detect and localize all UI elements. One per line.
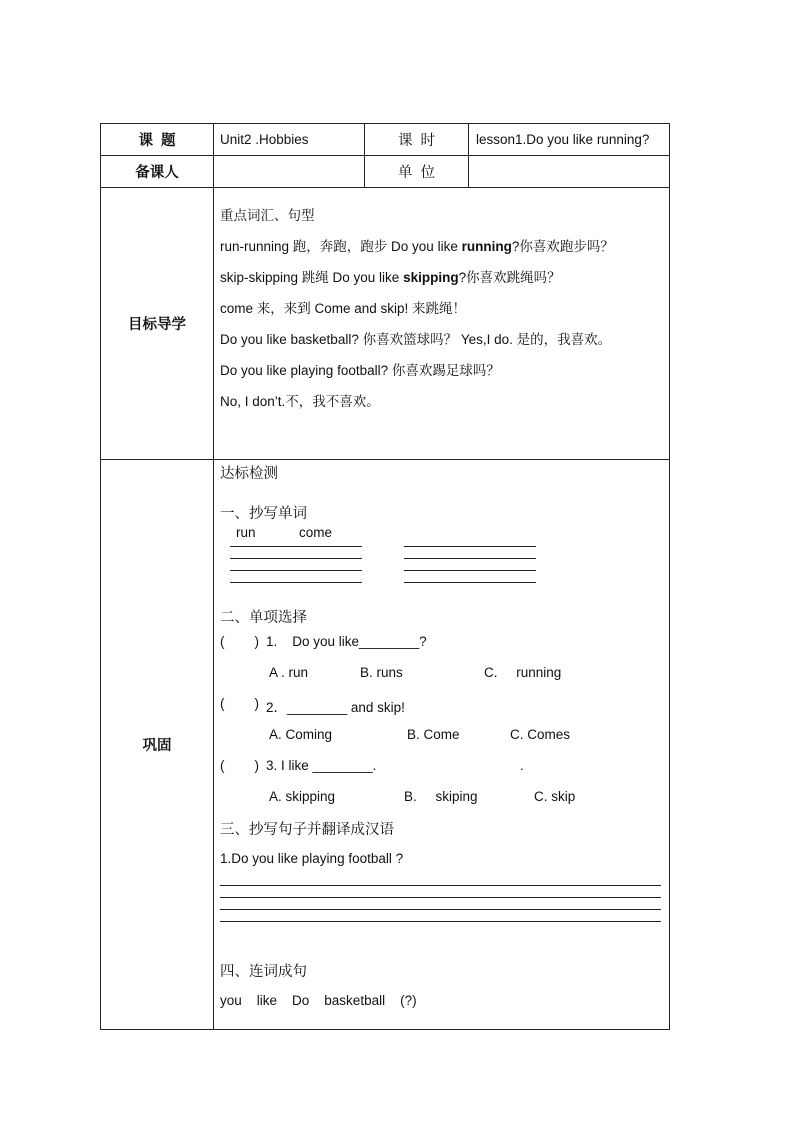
goals-content [214, 188, 670, 460]
goals-row [101, 188, 670, 460]
q3-option-c: C. skip [534, 789, 576, 804]
section2-heading: 二、单项选择 [220, 610, 307, 626]
lesson-plan-table [100, 123, 670, 1030]
goals-line-basketball: Do you like basketball? 你喜欢篮球吗？ Yes,I do. 是的，我喜欢。 [220, 332, 612, 347]
section4-words: you like Do basketball (?) [220, 993, 417, 1008]
preparer-value [214, 156, 365, 188]
section3-heading: 三、抄写句子并翻译成汉语 [220, 822, 394, 838]
writing-line [230, 558, 362, 559]
goals-line-football: Do you like playing football? 你喜欢踢足球吗？ [220, 363, 500, 378]
goals-line-running: run-running 跑，奔跑，跑步 Do you like running?你喜欢跑步吗？ [220, 239, 614, 254]
section1-heading: 一、抄写单词 [220, 506, 307, 522]
unit-label: 单 位 [365, 156, 469, 188]
copy-word-come: come [299, 525, 333, 540]
q1-option-b: B. runs [360, 665, 403, 680]
exercise-label: 巩固 [101, 460, 214, 1030]
goals-line-come: come 来，来到 Come and skip! 来跳绳！ [220, 301, 467, 316]
q3-option-b: B. skiping [404, 789, 478, 804]
period-value: lesson1.Do you like running? [469, 124, 670, 156]
copy-word-run: run [236, 525, 256, 540]
q2-option-c: C. Comes [510, 727, 571, 742]
q1-option-a: A . run [269, 665, 309, 680]
q3-text: 3. I like ________. [266, 758, 377, 773]
section4-heading: 四、连词成句 [220, 964, 307, 980]
unit-value [469, 156, 670, 188]
q3-answer-paren: ( ) [220, 758, 259, 773]
writing-line [220, 897, 661, 898]
writing-line [230, 582, 362, 583]
q2-text: 2．________ and skip! [266, 700, 405, 715]
q3-stray-dot: . [520, 758, 524, 773]
q1-text: 1. Do you like________? [266, 634, 427, 649]
writing-line [220, 921, 661, 922]
exercise-content [214, 460, 670, 1030]
q1-answer-paren: ( ) [220, 634, 259, 649]
exercise-title: 达标检测 [220, 466, 278, 482]
exercise-row [101, 460, 670, 1030]
q3-option-a: A. skipping [269, 789, 336, 804]
writing-line [230, 570, 362, 571]
goals-label: 目标导学 [101, 188, 214, 460]
section3-sentence: 1.Do you like playing football ? [220, 851, 404, 866]
writing-line [404, 558, 536, 559]
writing-line [220, 909, 661, 910]
writing-line [220, 885, 661, 886]
preparer-label: 备课人 [101, 156, 214, 188]
writing-line [230, 546, 362, 547]
goals-title: 重点词汇、句型 [220, 208, 315, 223]
period-label: 课 时 [365, 124, 469, 156]
topic-label: 课 题 [101, 124, 214, 156]
q2-option-a: A. Coming [269, 727, 333, 742]
q2-answer-paren: ( ) [220, 696, 259, 711]
goals-line-no: No, I don’t.不，我不喜欢。 [220, 394, 380, 409]
topic-value: Unit2 .Hobbies [214, 124, 365, 156]
writing-line [404, 582, 536, 583]
q2-option-b: B. Come [407, 727, 460, 742]
goals-line-skipping: skip-skipping 跳绳 Do you like skipping?你喜欢跳绳吗？ [220, 270, 561, 285]
writing-line [404, 570, 536, 571]
header-row-topic [101, 124, 670, 156]
writing-line [404, 546, 536, 547]
header-row-preparer [101, 156, 670, 188]
q1-option-c: C. running [484, 665, 562, 680]
